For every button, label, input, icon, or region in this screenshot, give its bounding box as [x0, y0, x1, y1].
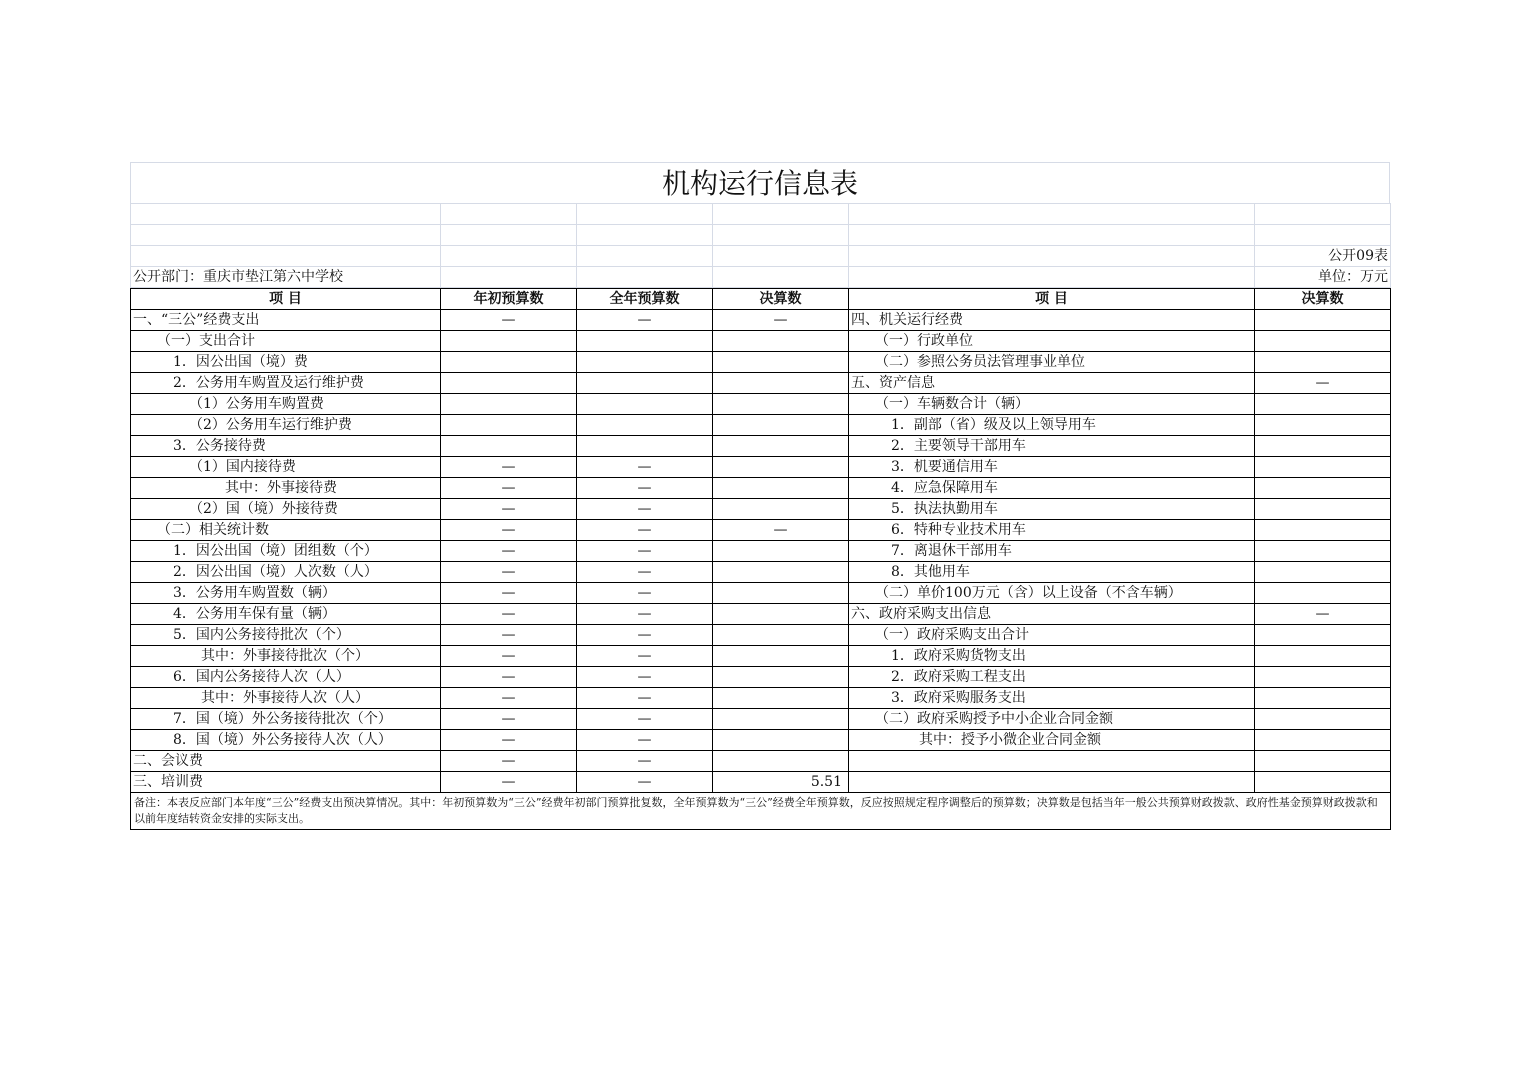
row-right-item-label: 1．政府采购货物支出: [849, 646, 1255, 667]
row-right-final-amount: [1255, 331, 1391, 352]
row-right-final-amount: [1255, 415, 1391, 436]
row-right-final-amount: —: [1255, 373, 1391, 394]
row-initial-budget: —: [441, 562, 577, 583]
row-right-item-label: （二）参照公务员法管理事业单位: [849, 352, 1255, 373]
row-item-label: （2）国（境）外接待费: [131, 499, 441, 520]
row-final-amount: [713, 604, 849, 625]
row-right-final-amount: [1255, 394, 1391, 415]
page-title: 机构运行信息表: [130, 162, 1390, 203]
table-row: [131, 604, 1391, 625]
row-item-label: 一、“三公”经费支出: [131, 310, 441, 331]
unit-label: 单位：万元: [1255, 267, 1391, 288]
row-full-year-budget: [577, 415, 713, 436]
row-right-item-label: 3．机要通信用车: [849, 457, 1255, 478]
row-final-amount: [713, 625, 849, 646]
row-final-amount: [713, 646, 849, 667]
row-final-amount: [713, 373, 849, 394]
row-right-item-label: 3．政府采购服务支出: [849, 688, 1255, 709]
row-item-label: （一）支出合计: [131, 331, 441, 352]
report-sheet: [130, 162, 1390, 830]
row-right-final-amount: [1255, 730, 1391, 751]
row-right-final-amount: [1255, 709, 1391, 730]
row-initial-budget: —: [441, 478, 577, 499]
row-final-amount: [713, 499, 849, 520]
row-right-item-label: [849, 751, 1255, 772]
blank-row: [131, 225, 1391, 246]
table-number: 公开09表: [1255, 246, 1391, 267]
table-row: [131, 562, 1391, 583]
row-initial-budget: —: [441, 730, 577, 751]
row-full-year-budget: —: [577, 709, 713, 730]
column-header-row: [131, 289, 1391, 310]
row-full-year-budget: —: [577, 772, 713, 793]
row-right-final-amount: [1255, 436, 1391, 457]
row-right-item-label: 六、政府采购支出信息: [849, 604, 1255, 625]
row-right-final-amount: [1255, 667, 1391, 688]
row-full-year-budget: [577, 352, 713, 373]
row-final-amount: [713, 436, 849, 457]
row-right-item-label: 其中：授予小微企业合同金额: [849, 730, 1255, 751]
row-full-year-budget: —: [577, 562, 713, 583]
header-final-amount-right: 决算数: [1255, 289, 1391, 310]
row-final-amount: [713, 415, 849, 436]
table-row: [131, 331, 1391, 352]
row-full-year-budget: —: [577, 646, 713, 667]
row-right-item-label: 7．离退休干部用车: [849, 541, 1255, 562]
row-initial-budget: [441, 352, 577, 373]
row-final-amount: —: [713, 520, 849, 541]
row-final-amount: 5.51: [713, 772, 849, 793]
header-full-year-budget: 全年预算数: [577, 289, 713, 310]
row-final-amount: [713, 751, 849, 772]
row-item-label: 2．公务用车购置及运行维护费: [131, 373, 441, 394]
department-label: 公开部门：重庆市垫江第六中学校: [131, 267, 441, 288]
row-item-label: （2）公务用车运行维护费: [131, 415, 441, 436]
row-right-item-label: 2．主要领导干部用车: [849, 436, 1255, 457]
row-final-amount: [713, 457, 849, 478]
row-full-year-budget: —: [577, 457, 713, 478]
row-right-final-amount: [1255, 751, 1391, 772]
row-right-item-label: （一）车辆数合计（辆）: [849, 394, 1255, 415]
row-initial-budget: —: [441, 520, 577, 541]
row-right-item-label: 四、机关运行经费: [849, 310, 1255, 331]
row-final-amount: [713, 541, 849, 562]
row-item-label: 5．国内公务接待批次（个）: [131, 625, 441, 646]
table-row: [131, 772, 1391, 793]
row-final-amount: [713, 730, 849, 751]
row-initial-budget: [441, 331, 577, 352]
row-full-year-budget: —: [577, 520, 713, 541]
table-row: [131, 583, 1391, 604]
row-item-label: 4．公务用车保有量（辆）: [131, 604, 441, 625]
table-row: [131, 499, 1391, 520]
row-right-final-amount: [1255, 583, 1391, 604]
row-initial-budget: [441, 373, 577, 394]
row-initial-budget: —: [441, 667, 577, 688]
row-right-final-amount: [1255, 352, 1391, 373]
row-item-label: 3．公务用车购置数（辆）: [131, 583, 441, 604]
row-initial-budget: —: [441, 751, 577, 772]
row-right-final-amount: [1255, 499, 1391, 520]
row-item-label: 6．国内公务接待人次（人）: [131, 667, 441, 688]
row-initial-budget: —: [441, 583, 577, 604]
row-right-final-amount: [1255, 772, 1391, 793]
row-final-amount: [713, 688, 849, 709]
row-final-amount: [713, 562, 849, 583]
row-initial-budget: [441, 436, 577, 457]
row-item-label: 8．国（境）外公务接待人次（人）: [131, 730, 441, 751]
row-right-final-amount: [1255, 478, 1391, 499]
row-final-amount: [713, 331, 849, 352]
table-row: [131, 688, 1391, 709]
row-right-final-amount: —: [1255, 604, 1391, 625]
row-full-year-budget: [577, 373, 713, 394]
row-full-year-budget: —: [577, 730, 713, 751]
row-full-year-budget: —: [577, 751, 713, 772]
row-final-amount: [713, 478, 849, 499]
table-row: [131, 478, 1391, 499]
row-full-year-budget: [577, 331, 713, 352]
row-item-label: （1）国内接待费: [131, 457, 441, 478]
row-final-amount: [713, 352, 849, 373]
row-initial-budget: —: [441, 625, 577, 646]
row-item-label: 其中：外事接待批次（个）: [131, 646, 441, 667]
row-item-label: 1．因公出国（境）团组数（个）: [131, 541, 441, 562]
row-full-year-budget: [577, 394, 713, 415]
table-row: [131, 541, 1391, 562]
row-item-label: 3．公务接待费: [131, 436, 441, 457]
blank-row: [131, 204, 1391, 225]
table-row: [131, 457, 1391, 478]
row-item-label: 7．国（境）外公务接待批次（个）: [131, 709, 441, 730]
row-full-year-budget: [577, 436, 713, 457]
table-row: [131, 667, 1391, 688]
row-final-amount: [713, 709, 849, 730]
row-right-final-amount: [1255, 457, 1391, 478]
row-right-item-label: 5．执法执勤用车: [849, 499, 1255, 520]
row-right-final-amount: [1255, 688, 1391, 709]
row-initial-budget: [441, 394, 577, 415]
table-row: [131, 394, 1391, 415]
row-right-item-label: 1．副部（省）级及以上领导用车: [849, 415, 1255, 436]
row-full-year-budget: —: [577, 583, 713, 604]
row-right-final-amount: [1255, 625, 1391, 646]
header-item: 项 目: [131, 289, 441, 310]
table-row: [131, 436, 1391, 457]
row-item-label: （1）公务用车购置费: [131, 394, 441, 415]
row-item-label: 三、培训费: [131, 772, 441, 793]
row-right-final-amount: [1255, 646, 1391, 667]
header-grid: [130, 203, 1391, 288]
row-item-label: 二、会议费: [131, 751, 441, 772]
table-row: [131, 352, 1391, 373]
row-right-item-label: （一）行政单位: [849, 331, 1255, 352]
row-right-final-amount: [1255, 310, 1391, 331]
row-right-item-label: （二）单价100万元（含）以上设备（不含车辆）: [849, 583, 1255, 604]
row-initial-budget: —: [441, 541, 577, 562]
row-right-item-label: [849, 772, 1255, 793]
table-row: [131, 625, 1391, 646]
row-full-year-budget: —: [577, 499, 713, 520]
table-row: [131, 520, 1391, 541]
row-initial-budget: —: [441, 646, 577, 667]
department-row: [131, 267, 1391, 288]
header-final-amount: 决算数: [713, 289, 849, 310]
row-initial-budget: —: [441, 688, 577, 709]
row-right-final-amount: [1255, 520, 1391, 541]
data-table: [130, 288, 1391, 830]
row-full-year-budget: —: [577, 604, 713, 625]
row-full-year-budget: —: [577, 667, 713, 688]
footnote: 备注：本表反应部门本年度“三公”经费支出预决算情况。其中：年初预算数为“三公”经费年初部门预算批复数，全年预算数为“三公”经费全年预算数，反应按照规定程序调整后的预算数；决算数是包括当年一般公共预算财政拨款、政府性基金预算财政拨款和以前年度结转资金安排的实际支出。: [131, 793, 1391, 830]
row-final-amount: [713, 394, 849, 415]
row-right-item-label: 4．应急保障用车: [849, 478, 1255, 499]
row-item-label: 1．因公出国（境）费: [131, 352, 441, 373]
table-number-row: [131, 246, 1391, 267]
row-right-final-amount: [1255, 562, 1391, 583]
row-initial-budget: —: [441, 457, 577, 478]
row-right-item-label: 8．其他用车: [849, 562, 1255, 583]
row-item-label: 2．因公出国（境）人次数（人）: [131, 562, 441, 583]
row-full-year-budget: —: [577, 541, 713, 562]
row-full-year-budget: —: [577, 478, 713, 499]
row-final-amount: [713, 583, 849, 604]
row-final-amount: [713, 667, 849, 688]
table-row: [131, 310, 1391, 331]
table-row: [131, 415, 1391, 436]
table-row: [131, 751, 1391, 772]
row-right-item-label: （一）政府采购支出合计: [849, 625, 1255, 646]
table-row: [131, 373, 1391, 394]
row-right-item-label: 五、资产信息: [849, 373, 1255, 394]
row-initial-budget: —: [441, 604, 577, 625]
row-full-year-budget: —: [577, 625, 713, 646]
table-row: [131, 646, 1391, 667]
row-initial-budget: —: [441, 709, 577, 730]
header-initial-budget: 年初预算数: [441, 289, 577, 310]
header-item-right: 项 目: [849, 289, 1255, 310]
row-full-year-budget: —: [577, 688, 713, 709]
row-initial-budget: —: [441, 499, 577, 520]
row-right-item-label: 2．政府采购工程支出: [849, 667, 1255, 688]
row-initial-budget: —: [441, 310, 577, 331]
row-full-year-budget: —: [577, 310, 713, 331]
row-final-amount: —: [713, 310, 849, 331]
table-row: [131, 709, 1391, 730]
row-right-final-amount: [1255, 541, 1391, 562]
row-item-label: 其中：外事接待人次（人）: [131, 688, 441, 709]
row-item-label: （二）相关统计数: [131, 520, 441, 541]
row-initial-budget: [441, 415, 577, 436]
row-right-item-label: （二）政府采购授予中小企业合同金额: [849, 709, 1255, 730]
row-item-label: 其中：外事接待费: [131, 478, 441, 499]
row-right-item-label: 6．特种专业技术用车: [849, 520, 1255, 541]
row-initial-budget: —: [441, 772, 577, 793]
table-row: [131, 730, 1391, 751]
